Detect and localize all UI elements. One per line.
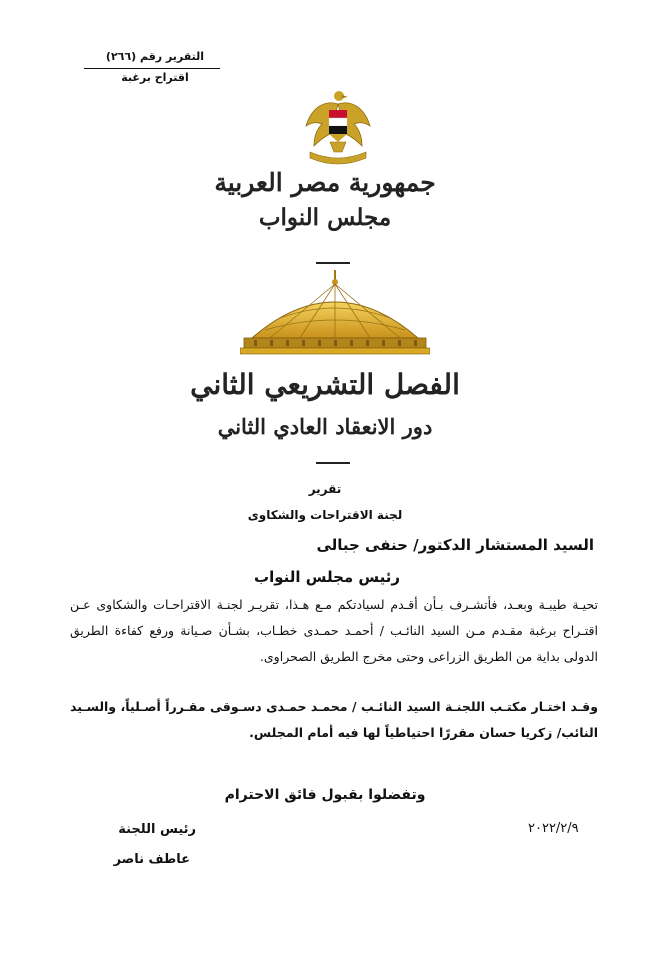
report-type: اقتراح برغبة xyxy=(121,71,189,84)
body-paragraph: تحيـة طيبـة وبعـد، فأتشـرف بـأن أقـدم لسيادتكم مـع هـذا، تقريـر لجنـة الاقتراحـات والشكاوى عـن اقتـراح برغبة مقـدم مـن السيد النائـب / أحمـد حمـدى خطـاب، بشـأن صـيانة ورفع كفاءة الطريق الدولى بداية من الطريق الزراعى وحتى مخرج الطريق الصحراوى. xyxy=(70,597,598,664)
report-divider xyxy=(84,68,220,69)
closing-line: وتفضلوا بقبول فائق الاحترام xyxy=(224,787,426,803)
signature-title: رئيس اللجنة xyxy=(118,822,196,837)
divider xyxy=(316,262,350,264)
report-label: تقرير xyxy=(308,482,342,496)
addressee-title: رئيس مجلس النواب xyxy=(254,568,400,586)
republic-title: جمهورية مصر العربية xyxy=(214,168,436,197)
report-date: ٢٠٢٢/٢/٩ xyxy=(528,821,579,836)
council-title: مجلس النواب xyxy=(258,204,392,231)
dome-icon xyxy=(240,268,430,360)
signature-name: عاطف ناصر xyxy=(113,852,190,867)
addressee-line: السيد المستشار الدكتور/ حنفى جبالى xyxy=(316,536,594,554)
report-number: التقرير رقم (٢٦٦) xyxy=(105,50,205,63)
body-paragraph: وقـد اختـار مكتـب اللجنـة السيد النائـب / محمـد حمـدى دسـوقى مقـرراً أصـلياً، والسـيد النائب/ زكريا حسان مقررًا احتياطياً لها فيه أمام المجلس. xyxy=(70,699,598,740)
divider xyxy=(316,462,350,464)
eagle-emblem-icon xyxy=(298,86,378,168)
committee-name: لجنة الاقتراحات والشكاوى xyxy=(247,508,403,522)
chapter-title: الفصل التشريعي الثاني xyxy=(190,368,460,401)
session-title: دور الانعقاد العادي الثاني xyxy=(217,414,433,439)
